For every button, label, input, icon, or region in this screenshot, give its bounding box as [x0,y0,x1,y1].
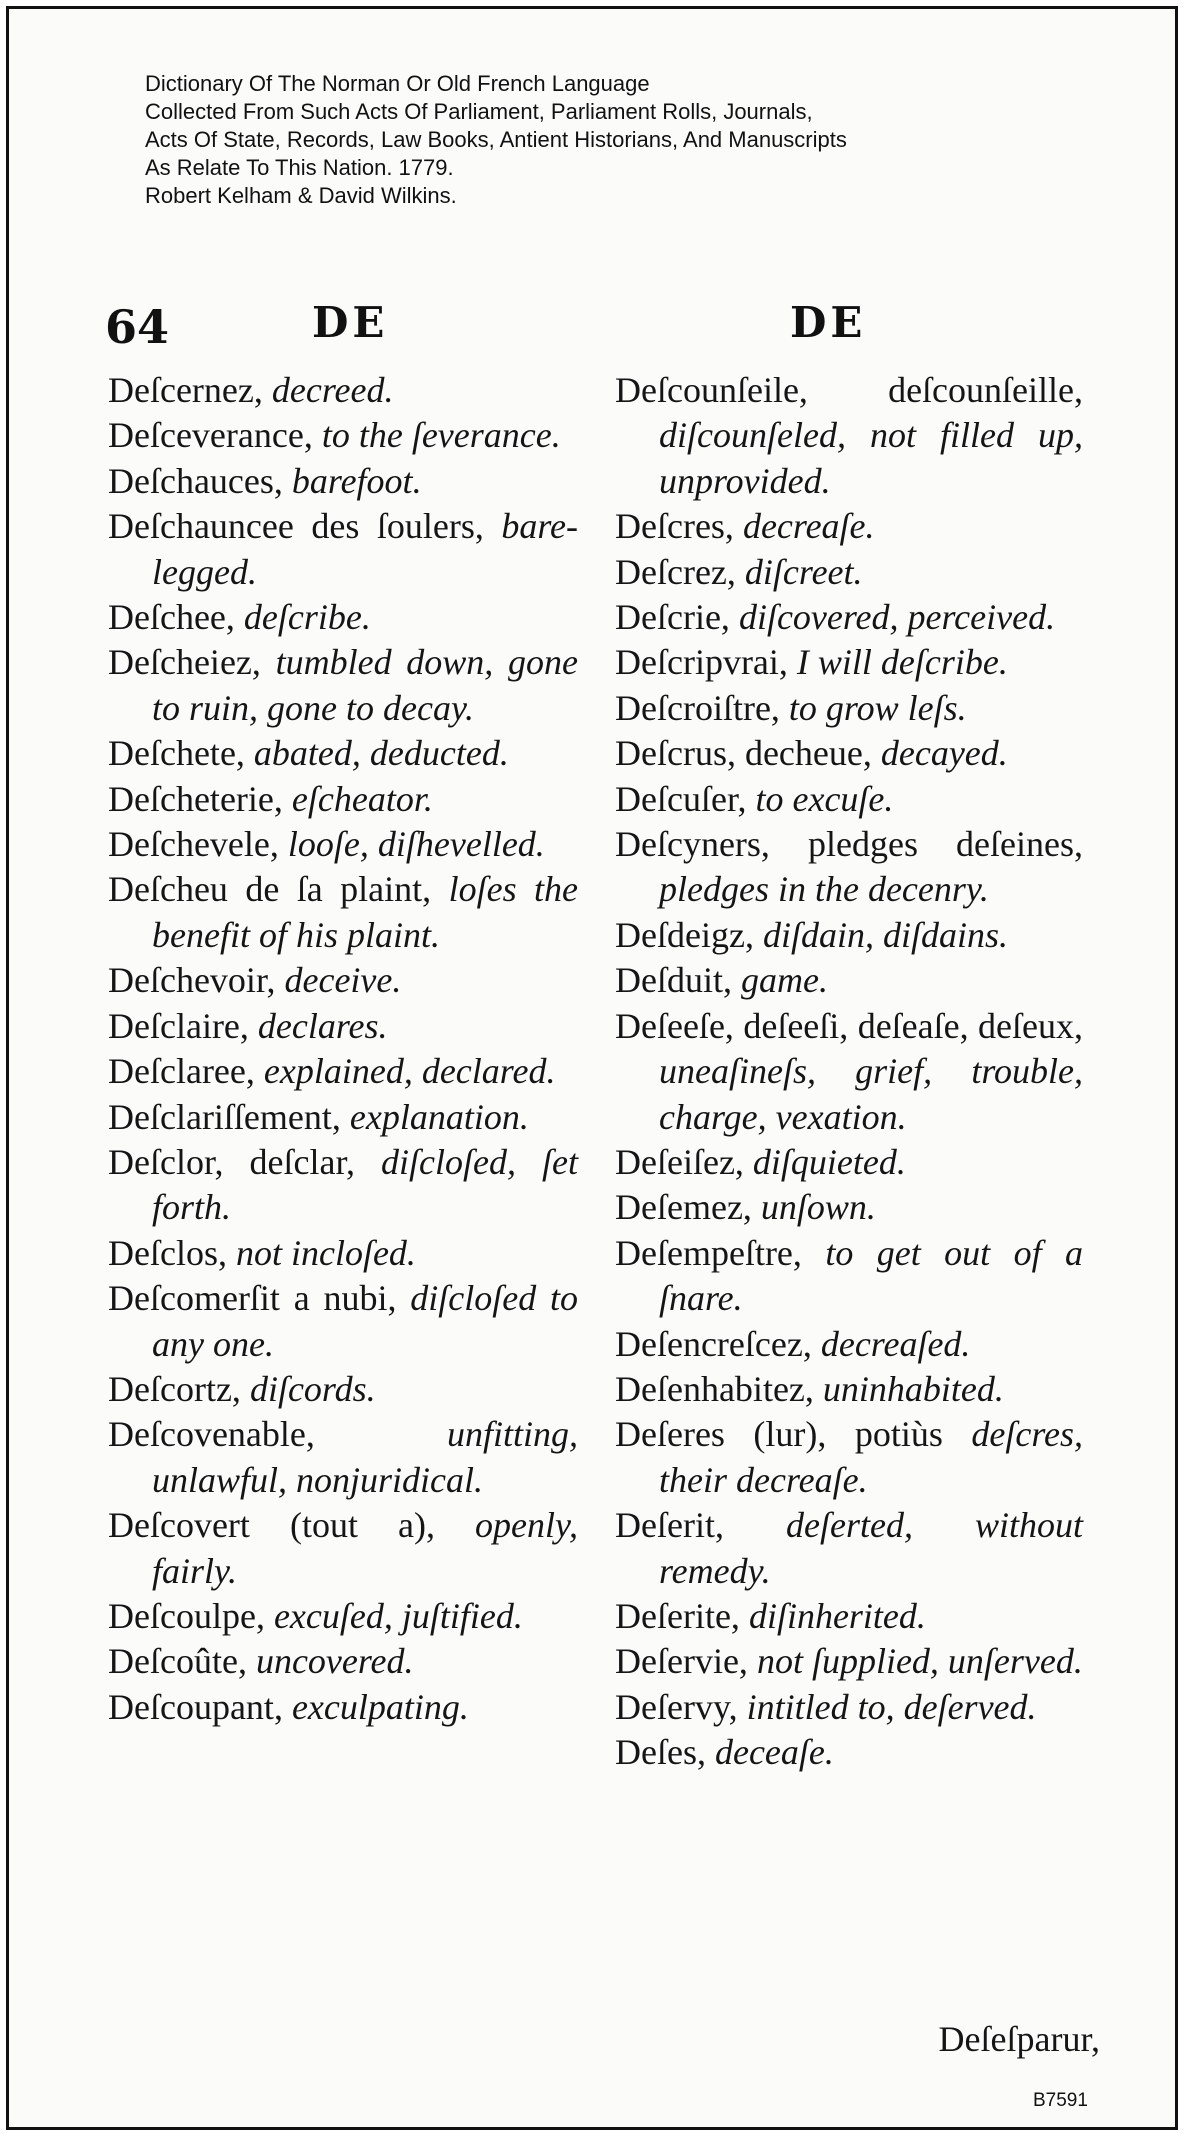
entry-headword: Deſcrie, [615,597,730,638]
entry-headword: Deſclaire, [108,1005,249,1046]
dictionary-entry [108,1231,578,1276]
entry-headword: Deſcernez, [108,370,263,410]
entry-definition: tumbled down, gone to ruin, gone to decay. [152,642,578,728]
entry-definition: unfitting, unlawful, nonjuridical. [152,1414,578,1500]
dictionary-entry [615,1503,1083,1594]
entry-definition: eſcheator. [291,778,433,819]
dictionary-entry [108,459,578,504]
entry-headword: Deſcuſer, [615,778,747,819]
entry-definition: diſcords. [249,1368,376,1409]
dictionary-entry [615,1322,1083,1367]
entry-definition: uncovered. [255,1641,414,1682]
catalog-code: B7591 [1033,2090,1088,2111]
entry-headword: Deſcres, [615,506,734,547]
dictionary-entry [615,504,1083,549]
entry-headword: Deſeeſe, deſeeſi, deſeaſe, deſeux, [615,1005,1083,1046]
entry-definition: decayed. [880,733,1008,774]
left-column [108,368,578,1730]
entry-headword: Deſcounſeile, deſcounſeille, [615,370,1083,410]
entry-definition: intitled to, deſerved. [746,1686,1037,1727]
entry-definition: abated, deducted. [253,733,509,774]
entry-headword: Deſcheiez, [108,642,261,683]
entry-headword: Deſdeigz, [615,914,754,955]
entry-definition: to excuſe. [755,778,894,819]
entry-definition: openly, fairly. [152,1505,578,1591]
dictionary-entry [108,1503,578,1594]
entry-definition: explanation. [349,1096,529,1137]
dictionary-entry [108,777,578,822]
running-head-left: DE [312,298,389,347]
dictionary-entry [108,1685,578,1730]
entry-definition: deceaſe. [714,1732,834,1773]
dictionary-entry [108,1095,578,1140]
dictionary-entry [615,822,1083,913]
entry-headword: Deſchauces, [108,460,283,501]
dictionary-entry [615,1730,1083,1775]
entry-headword: Deſchete, [108,733,245,774]
dictionary-entry [615,368,1083,504]
entry-definition: diſquieted. [752,1141,906,1182]
dictionary-entry [108,958,578,1003]
entry-definition: game. [740,960,828,1001]
dictionary-entry [108,731,578,776]
entry-headword: Deſcheterie, [108,778,283,819]
entry-headword: Deſcoupant, [108,1686,283,1727]
entry-headword: Deſeiſez, [615,1141,744,1182]
header-line-3: Acts Of State, Records, Law Books, Antient Historians, And Manuscripts [145,127,847,152]
entry-headword: Deſerite, [615,1595,740,1636]
header-line-5: Robert Kelham & David Wilkins. [145,183,457,208]
dictionary-entry [615,1685,1083,1730]
dictionary-entry [108,1639,578,1684]
header-line-1: Dictionary Of The Norman Or Old French Language [145,71,650,96]
entry-definition: diſdain, diſdains. [762,914,1008,955]
entry-headword: Deſcheu de ſa plaint, [108,869,432,910]
dictionary-entry [615,686,1083,731]
entry-definition: loſes the benefit of his plaint. [152,869,578,955]
dictionary-entry [615,640,1083,685]
dictionary-entry [615,595,1083,640]
entry-definition: bare-legged. [152,506,579,592]
entry-headword: Deſencreſcez, [615,1323,812,1364]
dictionary-entry [108,1049,578,1094]
dictionary-entry [615,1140,1083,1185]
dictionary-entry [108,1594,578,1639]
dictionary-entry [108,1140,578,1231]
entry-definition: diſinherited. [748,1595,926,1636]
dictionary-entry [108,640,578,731]
entry-headword: Deſcoulpe, [108,1595,265,1636]
header-line-4: As Relate To This Nation. 1779. [145,155,454,180]
document-header [145,70,847,210]
entry-headword: Deſceverance, [108,415,313,456]
dictionary-entry [615,777,1083,822]
entry-definition: pledges in the decenry. [659,869,989,910]
entry-definition: diſcounſeled, not filled up, unprovided. [659,415,1083,501]
dictionary-entry [615,913,1083,958]
dictionary-entry [108,1412,578,1503]
entry-headword: Deſcoûte, [108,1641,247,1682]
entry-definition: excuſed, juſtified. [273,1595,523,1636]
entry-headword: Deſcyners, pledges deſeines, [615,824,1083,865]
dictionary-entry [615,1004,1083,1140]
entry-headword: Deſervy, [615,1686,738,1727]
entry-headword: Deſcortz, [108,1368,241,1409]
entry-headword: Deſeres (lur), potiùs [615,1414,943,1455]
entry-definition: diſcovered, perceived. [738,597,1056,638]
entry-definition: exculpating. [291,1686,469,1727]
entry-headword: Deſenhabitez, [615,1368,814,1409]
entry-headword: Deſerit, [615,1505,724,1546]
dictionary-entry [108,368,578,413]
entry-headword: Deſclos, [108,1232,227,1273]
entry-headword: Deſcovert (tout a), [108,1505,435,1546]
dictionary-entry [108,413,578,458]
entry-definition: diſcloſed to any one. [152,1278,578,1364]
right-column [615,368,1083,1776]
dictionary-entry [108,1276,578,1367]
entry-definition: declares. [257,1005,388,1046]
dictionary-entry [108,1004,578,1049]
entry-headword: Deſemez, [615,1187,752,1228]
entry-headword: Deſclaree, [108,1051,255,1092]
entry-definition: diſcreet. [744,551,863,592]
entry-headword: Deſcrez, [615,551,736,592]
entry-definition: deſerted, without remedy. [659,1505,1084,1591]
dictionary-entry [108,822,578,867]
entry-definition: to grow leſs. [788,687,967,728]
entry-definition: uninhabited. [822,1368,1004,1409]
entry-definition: decreed. [271,370,394,410]
entry-headword: Deſcroiſtre, [615,687,780,728]
entry-headword: Deſervie, [615,1641,748,1682]
entry-definition: I will deſcribe. [796,642,1008,683]
dictionary-entry [615,1412,1083,1503]
running-head-right: DE [790,298,867,347]
dictionary-entry [615,1231,1083,1322]
entry-definition: deſcribe. [243,597,371,638]
entry-headword: Deſchevele, [108,824,279,865]
dictionary-entry [108,504,578,595]
dictionary-entry [615,731,1083,776]
dictionary-entry [615,1185,1083,1230]
entry-definition: barefoot. [291,460,422,501]
entry-definition: unſown. [760,1187,876,1228]
header-line-2: Collected From Such Acts Of Parliament, Parliament Rolls, Journals, [145,99,813,124]
entry-headword: Deſduit, [615,960,732,1001]
entry-definition: to the ſeverance. [321,415,561,456]
entry-definition: deceive. [284,960,402,1001]
entry-definition: decreaſe. [742,506,875,547]
dictionary-entry [615,1594,1083,1639]
dictionary-entry [108,595,578,640]
entry-definition: to get out of a ſnare. [659,1232,1083,1319]
entry-headword: Deſchauncee des ſoulers, [108,506,484,547]
entry-definition: uneaſineſs, grief, trouble, charge, vexation. [659,1051,1083,1137]
entry-headword: Deſcovenable, [108,1414,315,1455]
entry-definition: decreaſed. [820,1323,971,1364]
dictionary-entry [108,867,578,958]
entry-definition: not incloſed. [235,1232,416,1273]
dictionary-entry [615,1639,1083,1684]
dictionary-entry [108,1367,578,1412]
entry-headword: Deſchee, [108,597,235,638]
entry-headword: Deſclariſſement, [108,1096,341,1137]
entry-definition: explained, declared. [263,1051,556,1092]
entry-headword: Deſclor, deſclar, [108,1141,356,1182]
entry-definition: not ſupplied, unſerved. [756,1641,1083,1682]
entry-definition: deſcres, their decreaſe. [659,1414,1083,1500]
entry-headword: Deſchevoir, [108,960,276,1001]
dictionary-entry [615,958,1083,1003]
page-number: 64 [105,300,170,354]
entry-headword: Deſes, [615,1732,706,1773]
entry-definition: diſcloſed, ſet forth. [152,1141,578,1228]
entry-headword: Deſcomerſit a nubi, [108,1278,397,1319]
entry-headword: Deſcrus, decheue, [615,733,872,774]
dictionary-entry [615,550,1083,595]
entry-headword: Deſempeſtre, [615,1232,802,1273]
catchword: Deſeſparur, [938,2019,1100,2059]
entry-definition: looſe, diſhevelled. [287,824,545,865]
entry-headword: Deſcripvrai, [615,642,788,683]
dictionary-entry [615,1367,1083,1412]
